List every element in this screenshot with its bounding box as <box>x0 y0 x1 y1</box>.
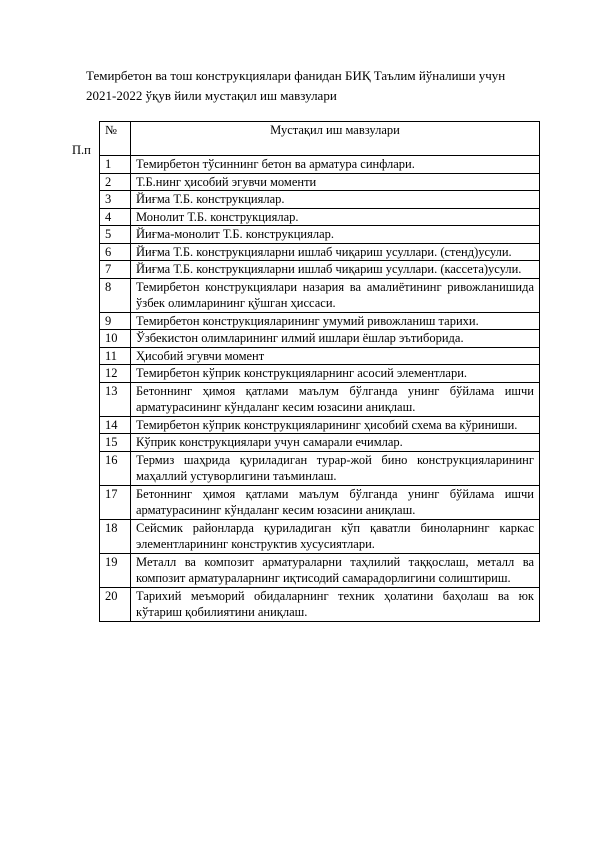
table-row <box>100 451 540 485</box>
table-row <box>100 587 540 621</box>
topic-text: Сейсмик районларда қуриладиган кўп қаватли биноларнинг каркас элементларининг конструктив хусусиятлари. <box>131 519 540 553</box>
topic-text: Термиз шаҳрида қуриладиган турар-жой бино конструкцияларининг маҳаллий устуворлигини таъминлаш. <box>131 451 540 485</box>
row-number: 16 <box>100 451 131 485</box>
row-number: 20 <box>100 587 131 621</box>
table-row <box>100 261 540 279</box>
table-row <box>100 382 540 416</box>
table-row <box>100 312 540 330</box>
row-number: 18 <box>100 519 131 553</box>
topic-column-header: Мустақил иш мавзулари <box>131 122 540 156</box>
row-number: 14 <box>100 416 131 434</box>
table-row <box>100 226 540 244</box>
table-row <box>100 347 540 365</box>
topic-text: Тарихий меъморий обидаларнинг техник ҳолатини баҳолаш ва юк кўтариш қобилиятини аниқлаш. <box>131 587 540 621</box>
row-number: 12 <box>100 365 131 383</box>
row-number-label: П.п <box>72 143 91 157</box>
row-number: 2 <box>100 173 131 191</box>
topic-text: Бетоннинг ҳимоя қатлами маълум бўлганда унинг бўйлама ишчи арматурасининг кўндаланг кесим юзасини аниқлаш. <box>131 382 540 416</box>
table-row <box>100 330 540 348</box>
row-number: 4 <box>100 208 131 226</box>
topic-text: Темирбетон тўсиннинг бетон ва арматура синфлари. <box>131 156 540 174</box>
topic-text: Ўзбекистон олимларининг илмий ишлари ёшлар эътиборида. <box>131 330 540 348</box>
row-number: 5 <box>100 226 131 244</box>
row-number: 8 <box>100 278 131 312</box>
row-number: 19 <box>100 553 131 587</box>
topic-text: Т.Б.нинг ҳисобий эгувчи моменти <box>131 173 540 191</box>
row-number: 6 <box>100 243 131 261</box>
row-number: 17 <box>100 485 131 519</box>
table-header-row <box>100 122 540 156</box>
topic-text: Йиғма Т.Б. конструкциялар. <box>131 191 540 209</box>
topic-text: Темирбетон кўприк конструкцияларнинг асосий элементлари. <box>131 365 540 383</box>
topic-text: Темирбетон конструкциялари назария ва амалиётининг ривожланишида ўзбек олимларининг қўшган ҳиссаси. <box>131 278 540 312</box>
table-row <box>100 278 540 312</box>
table-row <box>100 485 540 519</box>
table-body <box>100 156 540 622</box>
table-row <box>100 434 540 452</box>
topic-text: Бетоннинг ҳимоя қатлами маълум бўлганда унинг бўйлама ишчи арматурасининг кўндаланг кесим юзасини аниқлаш. <box>131 485 540 519</box>
row-number: 15 <box>100 434 131 452</box>
title-line-2: 2021-2022 ўқув йили мустақил иш мавзулари <box>86 88 337 103</box>
table-row <box>100 156 540 174</box>
row-number: 11 <box>100 347 131 365</box>
table-row <box>100 553 540 587</box>
table-row <box>100 416 540 434</box>
table-row <box>100 243 540 261</box>
table-row <box>100 365 540 383</box>
row-number: 7 <box>100 261 131 279</box>
topic-text: Темирбетон конструкцияларининг умумий ривожланиш тарихи. <box>131 312 540 330</box>
topic-text: Темирбетон кўприк конструкцияларининг ҳисобий схема ва кўриниши. <box>131 416 540 434</box>
document-title <box>86 66 556 106</box>
topic-text: Монолит Т.Б. конструкциялар. <box>131 208 540 226</box>
row-number: 9 <box>100 312 131 330</box>
table-row <box>100 519 540 553</box>
row-number: 10 <box>100 330 131 348</box>
table-row <box>100 191 540 209</box>
topic-text: Йиғма Т.Б. конструкцияларни ишлаб чиқариш усуллари. (кассета)усули. <box>131 261 540 279</box>
topic-text: Йиғма-монолит Т.Б. конструкциялар. <box>131 226 540 244</box>
topic-text: Йиғма Т.Б. конструкцияларни ишлаб чиқариш усуллари. (стенд)усули. <box>131 243 540 261</box>
title-line-1: Темирбетон ва тош конструкциялари фанидан БИҚ Таълим йўналиши учун <box>86 68 506 83</box>
topic-text: Кўприк конструкциялари учун самарали ечимлар. <box>131 434 540 452</box>
row-number: 1 <box>100 156 131 174</box>
table-row <box>100 173 540 191</box>
topics-table <box>99 121 540 622</box>
row-number: 13 <box>100 382 131 416</box>
row-number: 3 <box>100 191 131 209</box>
table-row <box>100 208 540 226</box>
topic-text: Ҳисобий эгувчи момент <box>131 347 540 365</box>
number-column-header: № <box>100 122 131 156</box>
topic-text: Металл ва композит арматураларни таҳлилий таққослаш, металл ва композит арматураларнинг иқтисодий самарадорлигини солиштириш. <box>131 553 540 587</box>
